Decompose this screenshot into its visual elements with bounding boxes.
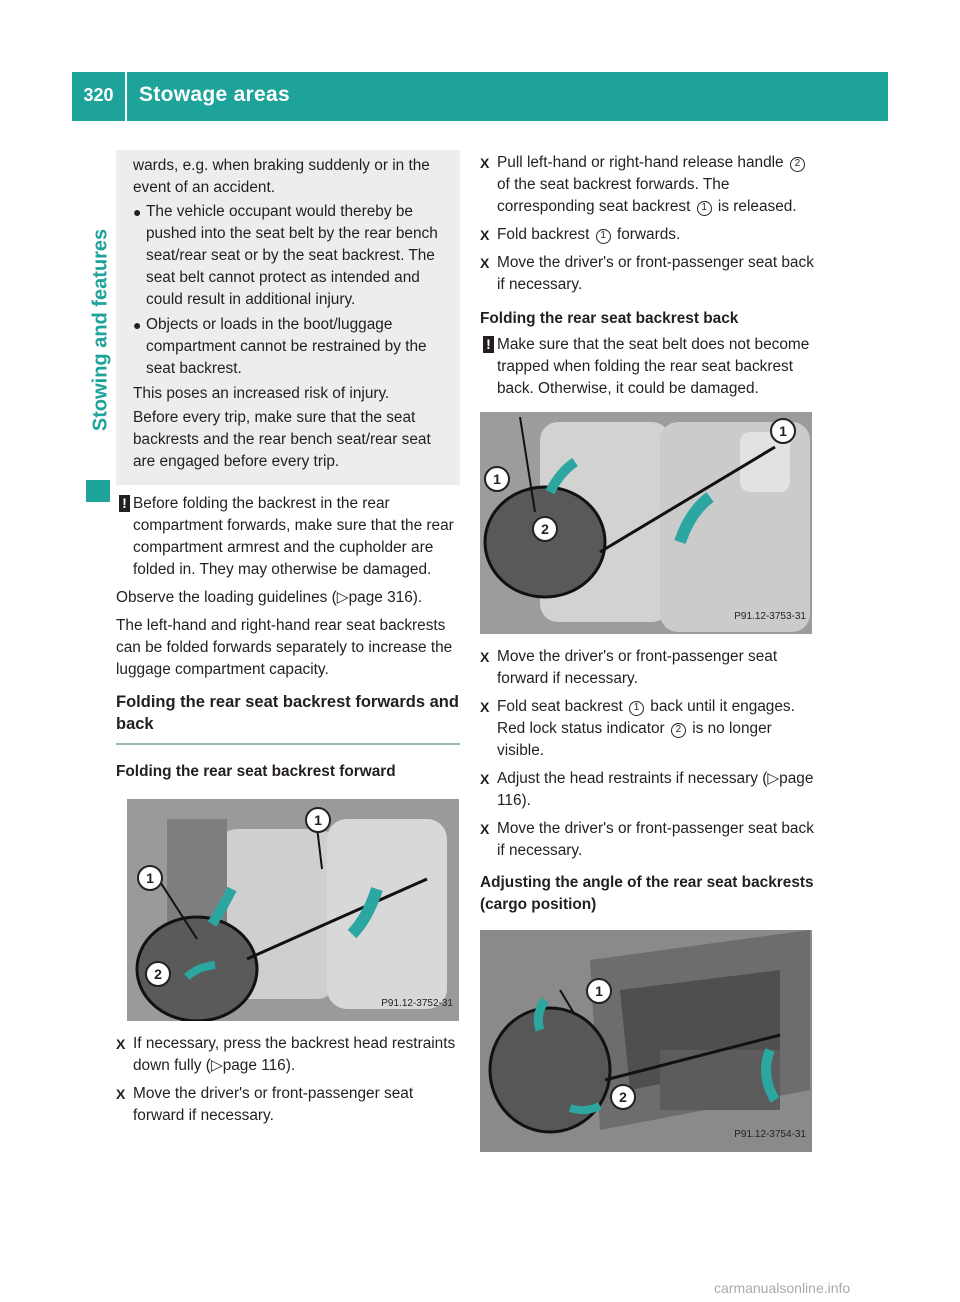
step-arrow-icon: X <box>480 771 490 787</box>
seat-illustration <box>127 799 459 1021</box>
callout-ref-1: 1 <box>629 701 644 716</box>
side-tab <box>86 215 116 445</box>
callout-ref-1: 1 <box>596 229 611 244</box>
page-ref-icon: ▷ <box>336 589 349 606</box>
callout-ref-2: 2 <box>671 723 686 738</box>
header-bar <box>127 72 888 121</box>
warning-text: Before every trip, make sure that the seat backrests and the rear bench seat/rear seat are engaged before every trip. <box>133 409 431 470</box>
right-column <box>480 152 816 1152</box>
page-ref-link[interactable]: page 116 <box>497 770 814 809</box>
subheading: Adjusting the angle of the rear seat backrests (cargo position) <box>480 874 814 913</box>
warning-bullet: ● Objects or loads in the boot/luggage compartment cannot be restrained by the seat backrest. <box>133 316 427 377</box>
step-arrow-icon: X <box>480 155 490 171</box>
figure-fold-forward <box>127 799 459 1021</box>
cargo-illustration <box>480 930 812 1152</box>
callout-2: 2 <box>610 1084 636 1110</box>
instruction-step: X Fold seat backrest 1 back until it engages. Red lock status indicator 2 is no longer visible. <box>480 698 795 759</box>
step-arrow-icon: X <box>480 649 490 665</box>
seat-illustration <box>480 412 812 634</box>
side-tab-label: Stowing and features <box>89 228 112 432</box>
callout-2: 2 <box>532 516 558 542</box>
warning-bullet: ● The vehicle occupant would thereby be pushed into the seat belt by the rear bench seat/rear seat or by the seat backrest. The seat belt cannot protect as intended and could result in additional injury. <box>133 203 438 308</box>
step-arrow-icon: X <box>116 1086 126 1102</box>
caution-note: ! Before folding the backrest in the rear compartment forwards, make sure that the rear compartment armrest and the cupholder are folded in. They may otherwise be damaged. <box>116 493 460 581</box>
step-arrow-icon: X <box>480 699 490 715</box>
callout-1: 1 <box>137 865 163 891</box>
page-ref-link[interactable]: page 116 <box>222 1057 286 1074</box>
callout-ref-2: 2 <box>790 157 805 172</box>
caution-note: ! Make sure that the seat belt does not become trapped when folding the rear seat backrest back. Otherwise, it could be damaged. <box>480 334 816 400</box>
callout-1: 1 <box>586 978 612 1004</box>
figure-code: P91.12-3752-31 <box>381 998 453 1009</box>
callout-1: 1 <box>305 807 331 833</box>
instruction-step: X Fold backrest 1 forwards. <box>480 224 816 246</box>
warning-text: This poses an increased risk of injury. <box>133 385 390 402</box>
warning-intro: wards, e.g. when braking suddenly or in the event of an accident. <box>133 157 430 196</box>
step-arrow-icon: X <box>116 1036 126 1052</box>
callout-1: 1 <box>770 418 796 444</box>
callout-1: 1 <box>484 466 510 492</box>
instruction-step: X If necessary, press the backrest head restraints down fully (▷page 116). <box>116 1035 456 1074</box>
figure-code: P91.12-3753-31 <box>734 611 806 622</box>
footer-watermark: carmanualsonline.info <box>714 1280 851 1296</box>
figure-cargo-position <box>480 930 812 1152</box>
warning-box <box>116 150 460 485</box>
page-ref-icon: ▷ <box>767 770 780 787</box>
instruction-step: X Pull left-hand or right-hand release handle 2 of the seat backrest forwards. The corresponding seat backrest 1 is released. <box>480 152 816 218</box>
bullet-icon: ● <box>133 317 142 333</box>
figure-fold-back <box>480 412 812 634</box>
step-arrow-icon: X <box>480 821 490 837</box>
subheading: Folding the rear seat backrest forward <box>116 763 396 780</box>
bullet-icon: ● <box>133 204 142 220</box>
instruction-step: X Move the driver's or front-passenger seat back if necessary. <box>480 820 814 859</box>
paragraph: The left-hand and right-hand rear seat backrests can be folded forwards separately to increase the luggage compartment capacity. <box>116 617 453 678</box>
page-number: 320 <box>83 85 114 105</box>
exclamation-icon: ! <box>483 336 494 353</box>
paragraph: Observe the loading guidelines (▷page 316). <box>116 589 423 606</box>
instruction-step: X Adjust the head restraints if necessary (▷page 116). <box>480 770 814 809</box>
section-heading: Folding the rear seat backrest forwards and back <box>116 691 460 745</box>
page-ref-link[interactable]: page 316 <box>348 589 413 606</box>
instruction-step: X Move the driver's or front-passenger seat forward if necessary. <box>116 1085 414 1124</box>
side-tab-marker <box>86 480 110 502</box>
instruction-step: X Move the driver's or front-passenger seat forward if necessary. <box>480 648 778 687</box>
exclamation-icon: ! <box>119 495 130 512</box>
step-arrow-icon: X <box>480 227 490 243</box>
subheading: Folding the rear seat backrest back <box>480 310 739 327</box>
left-column <box>116 152 460 1133</box>
callout-2: 2 <box>145 961 171 987</box>
figure-code: P91.12-3754-31 <box>734 1129 806 1140</box>
page-title: Stowage areas <box>139 83 290 106</box>
instruction-step: X Move the driver's or front-passenger seat back if necessary. <box>480 254 814 293</box>
step-arrow-icon: X <box>480 255 490 271</box>
page-ref-icon: ▷ <box>210 1057 223 1074</box>
page-number-box <box>72 72 125 121</box>
callout-ref-1: 1 <box>697 201 712 216</box>
